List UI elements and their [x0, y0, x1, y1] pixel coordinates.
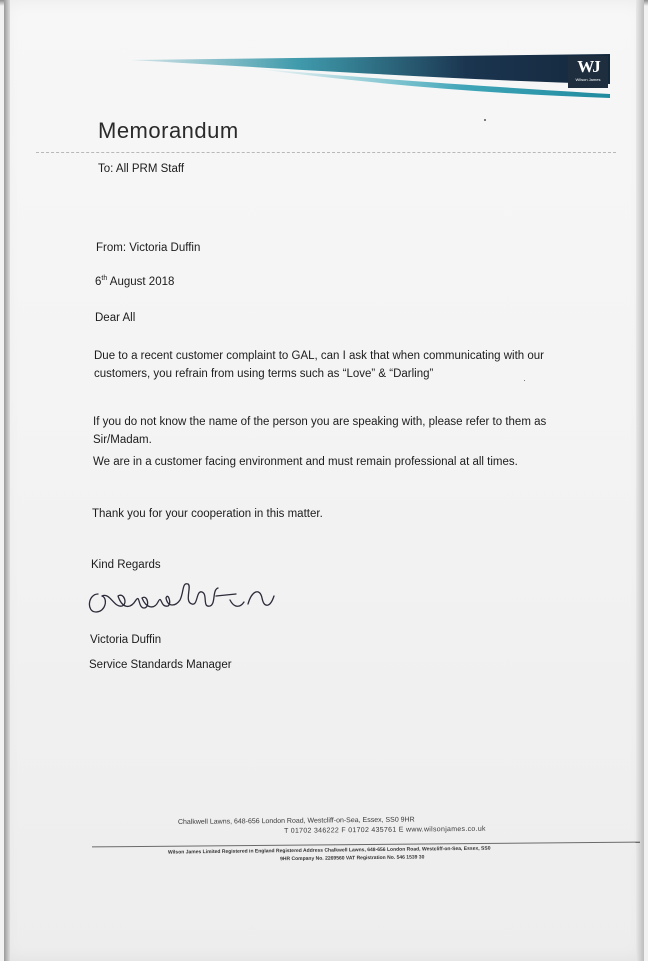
handwritten-signature: [84, 578, 284, 624]
header-banner-swoosh: [130, 54, 610, 98]
logo-mark: WJ: [577, 57, 599, 76]
paper-speck: [524, 380, 525, 381]
page-left-edge: [4, 0, 10, 961]
footer-address-block: [178, 814, 558, 838]
memo-from: From: Victoria Duffin: [96, 242, 201, 254]
footer-legal-line-1: Wilson James Limited Registered in England Registered Address Chalkwell Lawns, 648-656 London Road, Westcliff-on-Sea, Essex, SS0: [167, 845, 491, 856]
company-logo: [568, 56, 608, 88]
memo-title: Memorandum: [98, 118, 239, 143]
footer-address: Chalkwell Lawns, 648-656 London Road, Westcliff-on-Sea, Essex, SS0 9HR: [177, 816, 415, 826]
footer-legal-line-2: 9HR Company No. 2269560 VAT Registration No. 546 1539 30: [280, 854, 425, 863]
memo-paragraph-1: Due to a recent customer complaint to GAL, can I ask that when communicating with our customers, you refrain from using terms such as “Love” & “Darling”: [94, 350, 544, 380]
memo-sign-off: Kind Regards: [91, 559, 161, 571]
memo-to: To: All PRM Staff: [98, 163, 185, 175]
date-suffix: th: [101, 275, 108, 283]
signer-name: Victoria Duffin: [90, 634, 162, 646]
memo-thanks: Thank you for your cooperation in this matter.: [92, 508, 323, 520]
memo-paragraph-3: We are in a customer facing environment and must remain professional at all times.: [93, 456, 518, 468]
paper-speck: [484, 119, 486, 121]
date-day: 6: [95, 276, 102, 288]
memo-paragraph-2: If you do not know the name of the person you are speaking with, please refer to them as Sir/Madam.: [93, 416, 547, 446]
page-right-edge: [636, 0, 644, 961]
title-divider: [36, 152, 616, 153]
logo-name: Wilson James: [575, 77, 601, 82]
date-rest: August 2018: [107, 276, 175, 288]
memo-date: [95, 274, 174, 290]
memo-greeting: Dear All: [95, 312, 136, 324]
footer-contact: T 01702 346222 F 01702 435761 E www.wilsonjames.co.uk: [284, 825, 486, 835]
signer-title: Service Standards Manager: [89, 659, 232, 671]
